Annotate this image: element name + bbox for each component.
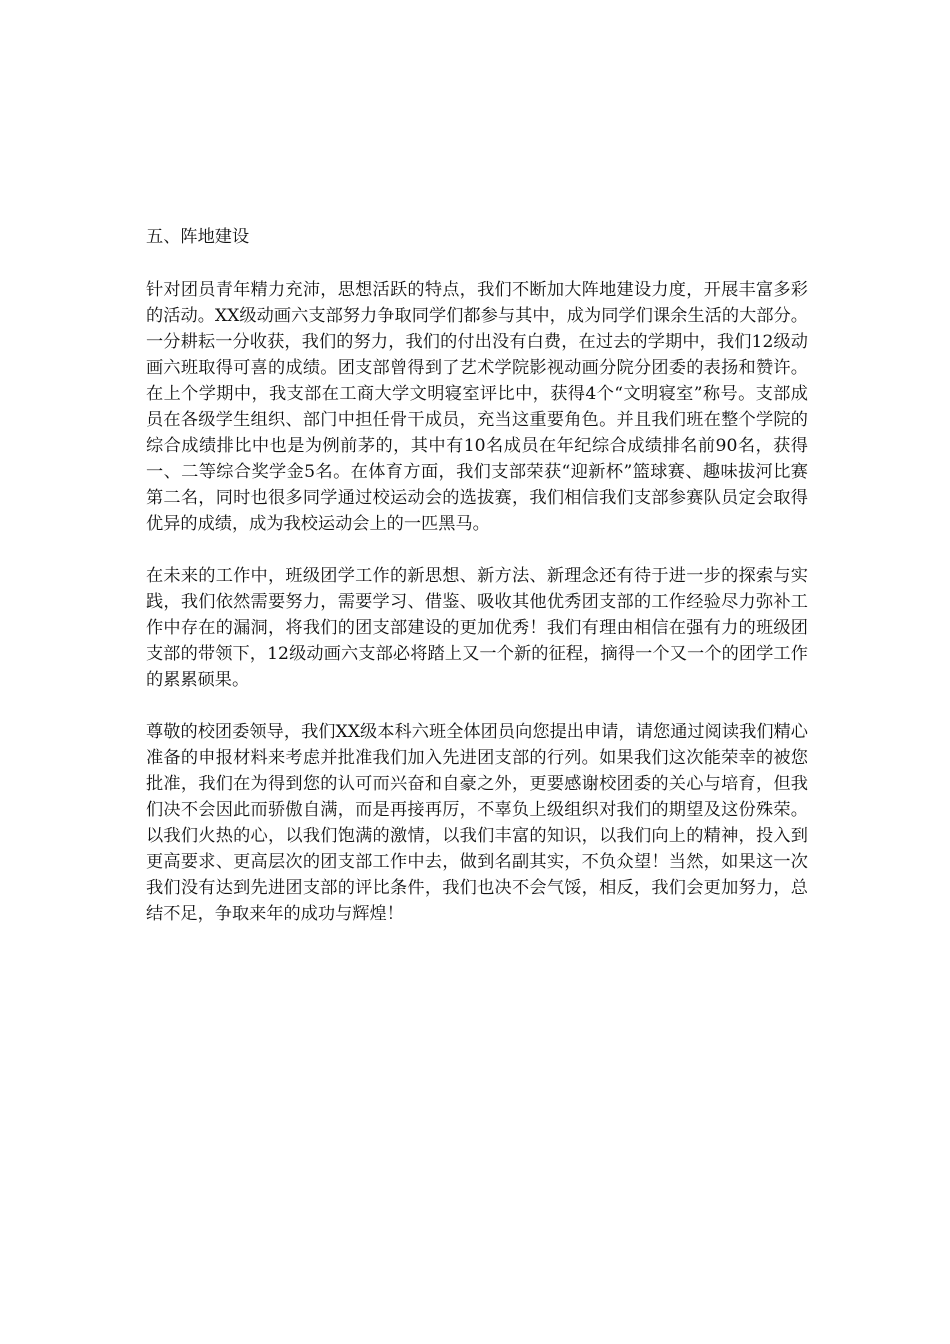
section-heading: 五、阵地建设 [146, 227, 250, 247]
paragraph-achievements: 针对团员青年精力充沛，思想活跃的特点，我们不断加大阵地建设力度，开展丰富多彩的活动。XX级动画六支部努力争取同学们都参与其中，成为同学们课余生活的大部分。一分耕耘一分收获，我们的努力，我们的付出没有白费，在过去的学期中，我们12级动画六班取得可喜的成绩。团支部曾得到了艺术学院影视动画分院分团委的表扬和赞许。在上个学期中，我支部在工商大学文明寝室评比中，获得4个“文明寝室”称号。支部成员在各级学生组织、部门中担任骨干成员，充当这重要角色。并且我们班在整个学院的综合成绩排比中也是为例前茅的，其中有10名成员在年纪综合成绩排名前90名，获得一、二等综合奖学金5名。在体育方面，我们支部荣获“迎新杯”篮球赛、趣味拔河比赛第二名，同时也很多同学通过校运动会的选拔赛，我们相信我们支部参赛队员定会取得优异的成绩，成为我校运动会上的一匹黑马。 [146, 280, 808, 534]
paragraph-future-work: 在未来的工作中，班级团学工作的新思想、新方法、新理念还有待于进一步的探索与实践，我们依然需要努力，需要学习、借鉴、吸收其他优秀团支部的工作经验尽力弥补工作中存在的漏洞，将我们的团支部建设的更加优秀！我们有理由相信在强有力的班级团支部的带领下，12级动画六支部必将踏上又一个新的征程，摘得一个又一个的团学工作的累累硕果。 [146, 566, 808, 690]
paragraph-application-request: 尊敬的校团委领导，我们XX级本科六班全体团员向您提出申请，请您通过阅读我们精心准备的申报材料来考虑并批准我们加入先进团支部的行列。如果我们这次能荣幸的被您批准，我们在为得到您的认可而兴奋和自豪之外，更要感谢校团委的关心与培育，但我们决不会因此而骄傲自满，而是再接再厉，不辜负上级组织对我们的期望及这份殊荣。以我们火热的心，以我们饱满的激情，以我们丰富的知识，以我们向上的精神，投入到更高要求、更高层次的团支部工作中去，做到名副其实，不负众望！当然，如果这一次我们没有达到先进团支部的评比条件，我们也决不会气馁，相反，我们会更加努力，总结不足，争取来年的成功与辉煌！ [146, 722, 808, 924]
document-page [146, 224, 808, 953]
